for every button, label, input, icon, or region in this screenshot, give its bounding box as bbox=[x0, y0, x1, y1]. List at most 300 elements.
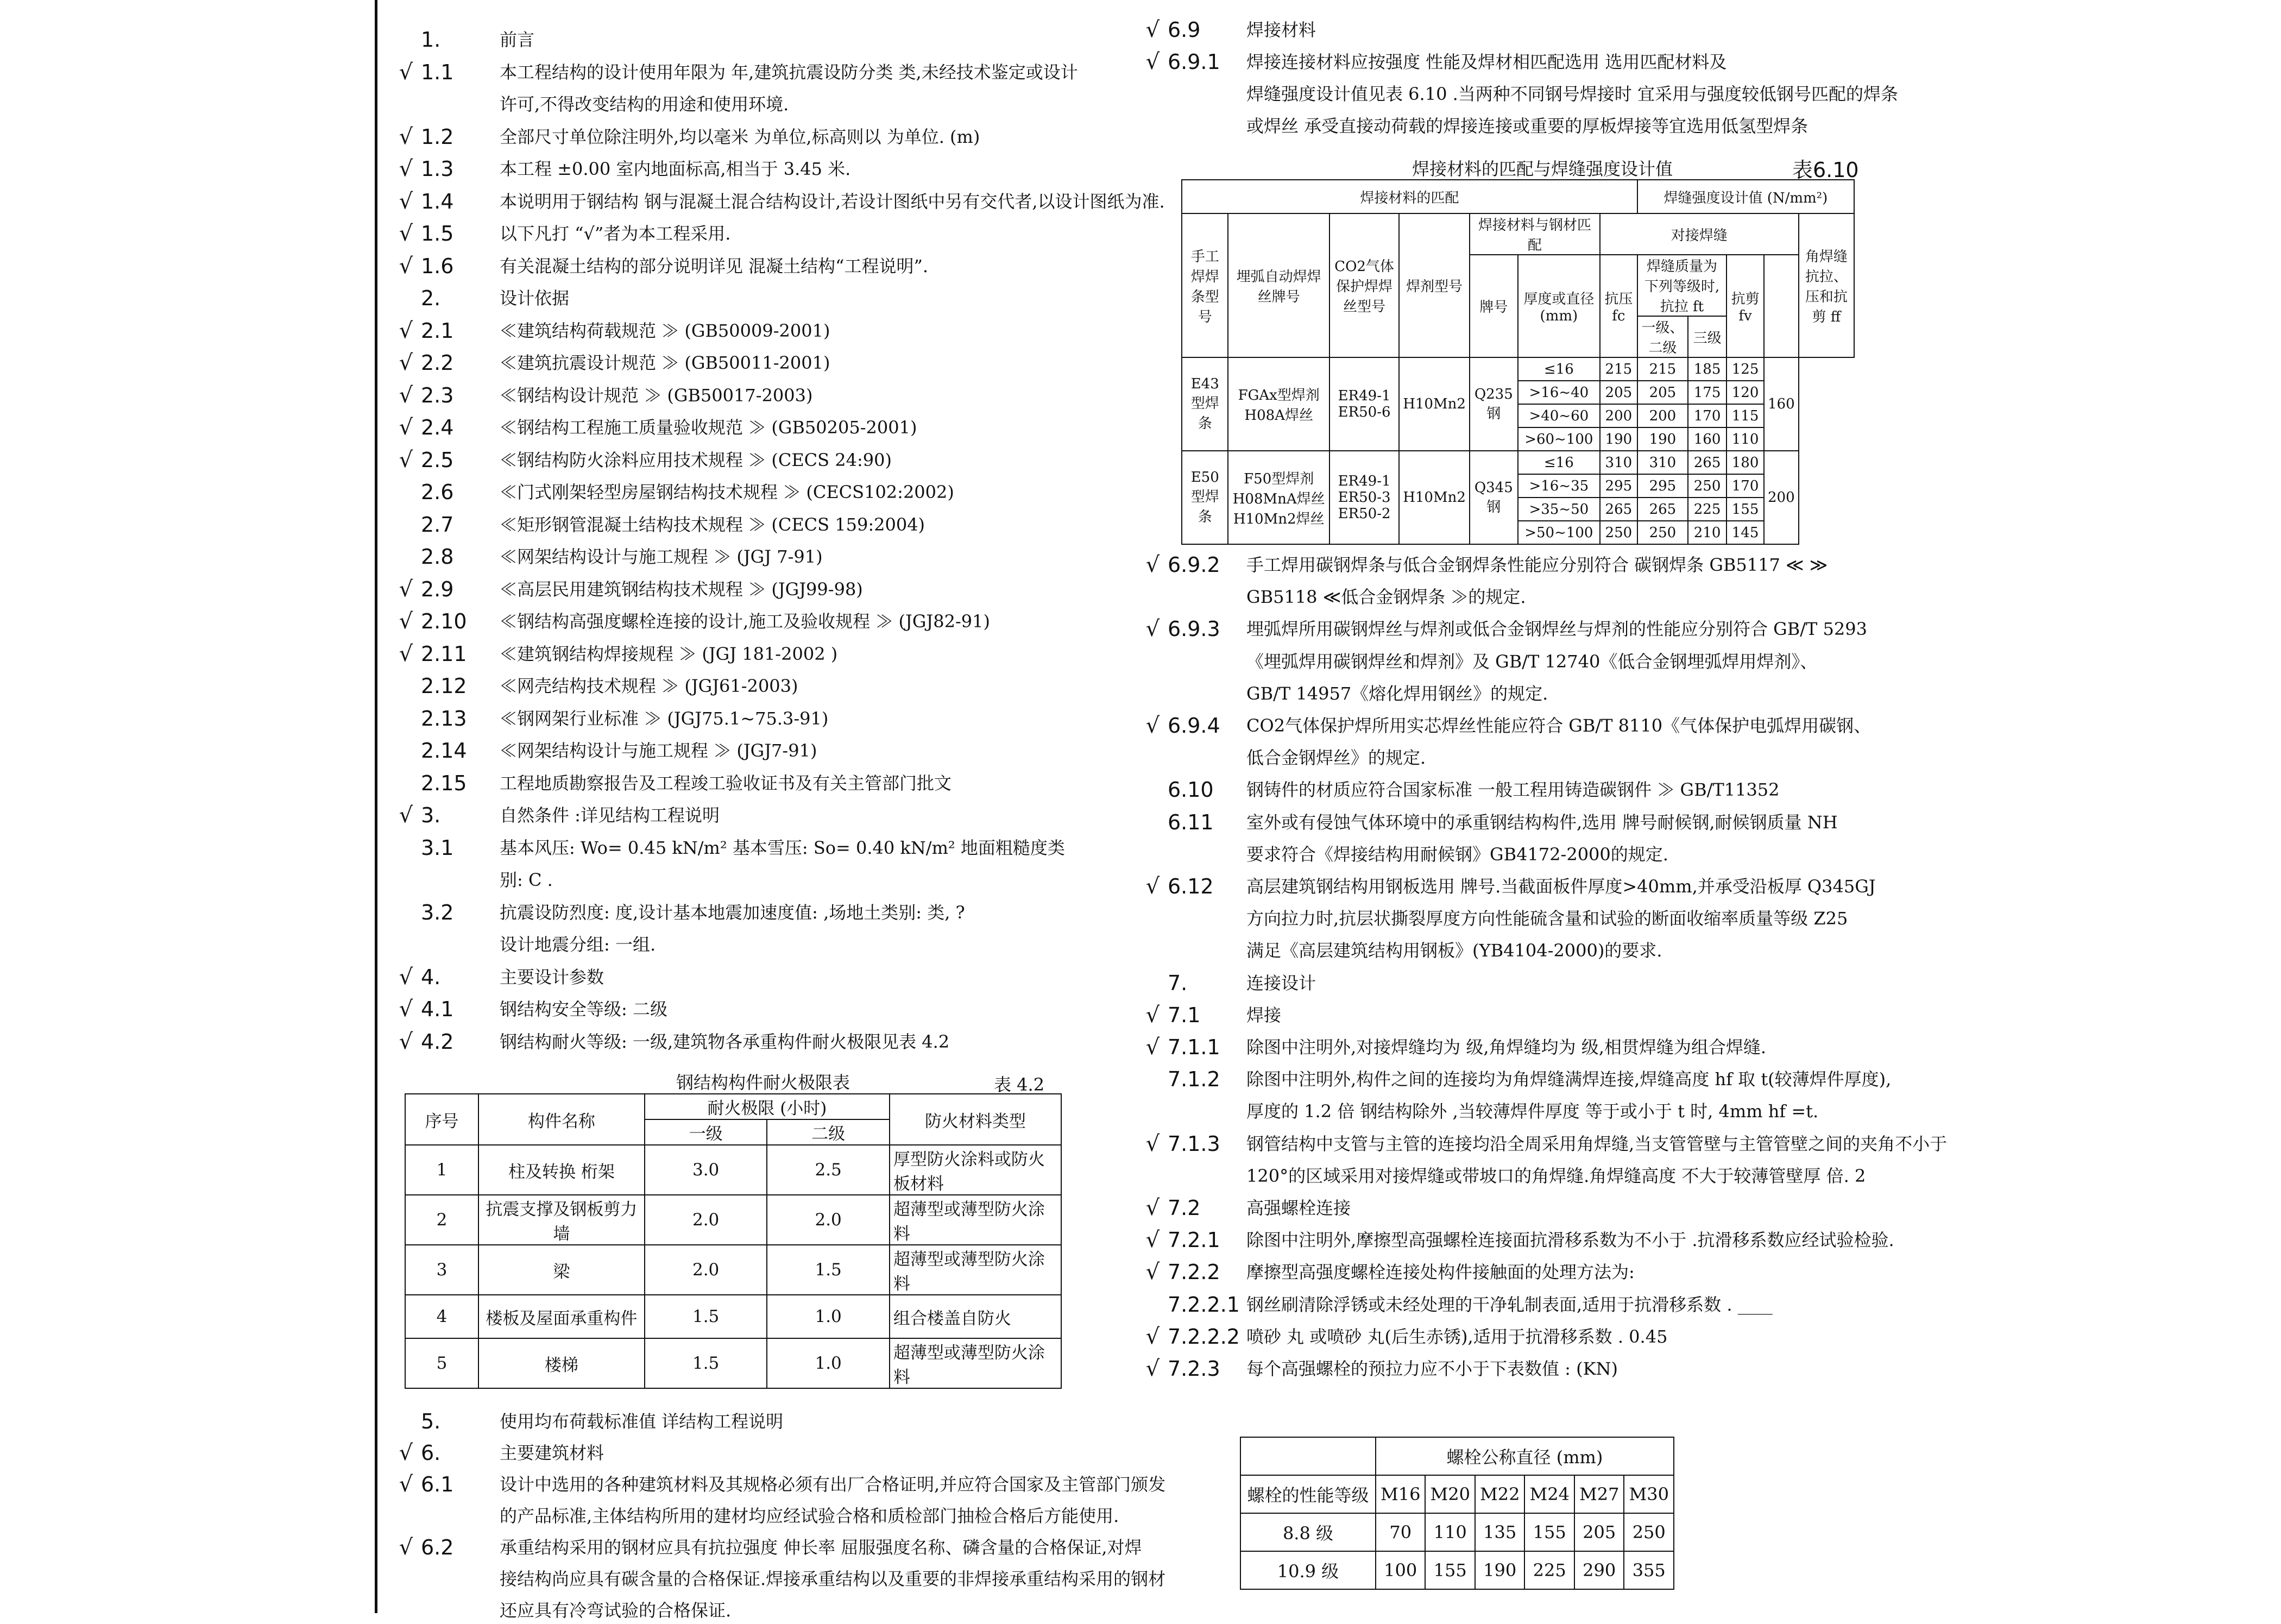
cell-g1: 2.0 bbox=[645, 1195, 767, 1245]
clause-row bbox=[1140, 1002, 1738, 1029]
cell-name: 抗震支撑及钢板剪力墙 bbox=[478, 1195, 645, 1245]
clause-text: 要求符合《焊接结构用耐候钢》GB4172-2000的规定. bbox=[1246, 844, 1668, 865]
clause-row bbox=[394, 802, 991, 829]
clause-row bbox=[394, 737, 991, 764]
clause-row bbox=[394, 1028, 991, 1055]
clause-number: 3. bbox=[421, 803, 441, 827]
clause-text: 本工程结构的设计使用年限为 年,建筑抗震设防分类 类,未经技术鉴定或设计 bbox=[500, 61, 1078, 83]
th-no: 序号 bbox=[405, 1094, 478, 1145]
cell-fv: 145 bbox=[1726, 521, 1764, 544]
clause-number: 6. bbox=[421, 1441, 441, 1465]
bolt-th-diam: 螺栓公称直径 (mm) bbox=[1376, 1437, 1674, 1475]
weld-th-fc: 抗压 fc bbox=[1600, 255, 1637, 357]
table-row bbox=[405, 1145, 1061, 1195]
clause-text: ≪建筑钢结构焊接规程 ≫ (JGJ 181-2002 ) bbox=[500, 643, 838, 664]
clause-row bbox=[394, 91, 991, 118]
clause-row bbox=[394, 608, 991, 635]
clause-number: 2.8 bbox=[421, 545, 454, 569]
checkmark: √ bbox=[399, 382, 413, 408]
cell-sub: FGAx型焊剂 H08A焊丝 bbox=[1228, 357, 1329, 451]
clause-text: ≪网架结构设计与施工规程 ≫ (JGJ7-91) bbox=[500, 740, 817, 761]
clause-text: GB5118 ≪低合金钢焊条 ≫的规定. bbox=[1246, 587, 1526, 608]
table-row bbox=[1182, 451, 1854, 474]
checkmark: √ bbox=[399, 803, 413, 828]
clause-row bbox=[394, 996, 991, 1023]
clause-row bbox=[1140, 1291, 1773, 1318]
clause-text: ≪门式刚架轻型房屋钢结构技术规程 ≫ (CECS102:2002) bbox=[500, 482, 954, 502]
clause-number: 6.1 bbox=[421, 1472, 454, 1496]
clause-text: 焊接连接材料应按强度 性能及焊材相匹配选用 选用匹配材料及 bbox=[1246, 52, 1727, 72]
clause-text: 使用均布荷载标准值 详结构工程说明 bbox=[500, 1411, 784, 1432]
clause-text: GB/T 14957《熔化焊用钢丝》的规定. bbox=[1246, 683, 1548, 704]
clause-number: 2.2 bbox=[421, 351, 454, 375]
weld-th-co2: CO2气体保护焊焊丝型号 bbox=[1329, 213, 1399, 357]
bolt-size-header: M16 bbox=[1376, 1475, 1426, 1513]
th-name: 构件名称 bbox=[478, 1094, 645, 1145]
bolt-pretension-table bbox=[1240, 1437, 1674, 1590]
clause-row bbox=[1140, 809, 1838, 836]
clause-text: 抗震设防烈度: 度,设计基本地震加速度值: ,场地土类别: 类, ? bbox=[500, 902, 965, 923]
clause-row bbox=[1140, 1194, 1738, 1222]
clause-row bbox=[394, 123, 991, 150]
cell-t: >16~40 bbox=[1518, 381, 1600, 404]
clause-row bbox=[1140, 1226, 1894, 1254]
checkmark: √ bbox=[399, 641, 413, 666]
clause-row bbox=[1140, 970, 1738, 997]
clause-row bbox=[1140, 1323, 1738, 1350]
clause-number: 2.6 bbox=[421, 480, 454, 504]
clause-number: 6.9 bbox=[1168, 18, 1201, 42]
clause-number: 1.3 bbox=[421, 157, 454, 181]
cell-no: 1 bbox=[405, 1145, 478, 1195]
clause-text: 本工程 ±0.00 室内地面标高,相当于 3.45 米. bbox=[500, 159, 851, 179]
cell-name: 梁 bbox=[478, 1245, 645, 1295]
clause-number: 2.5 bbox=[421, 448, 454, 472]
clause-text: 工程地质勘察报告及工程竣工验收证书及有关主管部门批文 bbox=[500, 772, 952, 794]
cell-flux: H10Mn2 bbox=[1399, 357, 1470, 451]
clause-row bbox=[394, 543, 991, 570]
clause-number: 4. bbox=[421, 965, 441, 989]
weld-material-table bbox=[1181, 179, 1855, 545]
clause-number: 7.1.3 bbox=[1168, 1131, 1220, 1156]
cell-g1: 1.5 bbox=[645, 1338, 767, 1388]
cell-no: 2 bbox=[405, 1195, 478, 1245]
clause-row bbox=[1140, 80, 1898, 108]
checkmark: √ bbox=[399, 188, 413, 214]
clause-text: 主要设计参数 bbox=[500, 966, 604, 987]
clause-text: 厚度的 1.2 倍 钢结构除外 ,当较薄焊件厚度 等于或小于 t 时, 4mm hf =t. bbox=[1246, 1101, 1819, 1122]
weld-th-12: 一级、二级 bbox=[1637, 316, 1688, 357]
cell-g2: 2.0 bbox=[767, 1195, 889, 1245]
clause-row bbox=[1140, 583, 1738, 610]
bolt-grade: 8.8 级 bbox=[1240, 1513, 1376, 1551]
clause-text: 接结构尚应具有碳含量的合格保证.焊接承重结构以及重要的非焊接承重结构采用的钢材 bbox=[500, 1569, 1166, 1589]
clause-text: 钢管结构中支管与主管的连接均沿全周采用角焊缝,当支管管壁与主管管壁之间的夹角不小于 bbox=[1246, 1133, 1948, 1154]
clause-text: 钢结构安全等级: 二级 bbox=[500, 999, 667, 1019]
fire-table-title: 钢结构构件耐火极限表 bbox=[676, 1072, 850, 1093]
clause-number: 2.3 bbox=[421, 383, 454, 407]
clause-number: 7.2.2 bbox=[1168, 1260, 1220, 1285]
cell-fc: 190 bbox=[1600, 427, 1637, 451]
bolt-size-header: M30 bbox=[1624, 1475, 1674, 1513]
clause-text: 设计依据 bbox=[500, 288, 570, 309]
weld-th-fillet: 角焊缝 抗拉、压和抗剪 ff bbox=[1799, 213, 1854, 357]
checkmark: √ bbox=[399, 59, 413, 85]
clause-text: 以下凡打 “√”者为本工程采用. bbox=[500, 223, 731, 244]
checkmark: √ bbox=[1145, 616, 1160, 642]
cell-no: 4 bbox=[405, 1295, 478, 1338]
cell-no: 5 bbox=[405, 1338, 478, 1388]
clause-number: 6.9.1 bbox=[1168, 50, 1220, 74]
cell-f12: 250 bbox=[1637, 521, 1688, 544]
checkmark: √ bbox=[399, 964, 413, 990]
clause-number: 5. bbox=[421, 1409, 441, 1433]
table-row bbox=[405, 1245, 1061, 1295]
cell-t: >16~35 bbox=[1518, 474, 1600, 498]
clause-number: 7.2.3 bbox=[1168, 1357, 1220, 1381]
bolt-value: 290 bbox=[1574, 1551, 1624, 1589]
clause-number: 6.10 bbox=[1168, 778, 1214, 802]
clause-row bbox=[1140, 551, 1828, 578]
cell-type: 厚型防火涂料或防火板材料 bbox=[890, 1145, 1061, 1195]
clause-text: ≪建筑结构荷载规范 ≫ (GB50009-2001) bbox=[500, 320, 830, 341]
clause-row bbox=[394, 155, 991, 182]
checkmark: √ bbox=[1145, 49, 1160, 74]
cell-no: 3 bbox=[405, 1245, 478, 1295]
clause-row bbox=[1140, 16, 1738, 43]
cell-type: 组合楼盖自防火 bbox=[890, 1295, 1061, 1338]
clause-text: 或焊丝 承受直接动荷载的焊接连接或重要的厚板焊接等宜选用低氢型焊条 bbox=[1246, 116, 1809, 136]
clause-row bbox=[394, 1408, 991, 1435]
cell-fc: 295 bbox=[1600, 474, 1637, 498]
checkmark: √ bbox=[1145, 1324, 1160, 1349]
clause-text: 基本风压: Wo= 0.45 kN/m² 基本雪压: So= 0.40 kN/m² 地面粗糙度类 bbox=[500, 837, 1065, 858]
checkmark: √ bbox=[399, 318, 413, 343]
weld-th-steel: 焊接材料与钢材匹配 bbox=[1470, 213, 1600, 255]
cell-sub: F50型焊剂 H08MnA焊丝 H10Mn2焊丝 bbox=[1228, 451, 1329, 544]
clause-number: 2.15 bbox=[421, 771, 467, 795]
clause-row bbox=[1140, 1355, 1738, 1382]
cell-t: ≤16 bbox=[1518, 357, 1600, 381]
cell-fv: 155 bbox=[1726, 498, 1764, 521]
clause-number: 2.7 bbox=[421, 512, 454, 537]
clause-row bbox=[1140, 615, 1867, 643]
weld-th-grade: 牌号 bbox=[1470, 255, 1518, 357]
checkmark: √ bbox=[399, 350, 413, 375]
checkmark: √ bbox=[399, 609, 413, 634]
clause-row bbox=[1140, 680, 1738, 707]
cell-g2: 1.0 bbox=[767, 1295, 889, 1338]
clause-row bbox=[394, 834, 1065, 861]
bolt-th-grade: 螺栓的性能等级 bbox=[1240, 1475, 1376, 1513]
checkmark: √ bbox=[1145, 1131, 1160, 1156]
checkmark: √ bbox=[399, 576, 413, 602]
checkmark: √ bbox=[399, 253, 413, 279]
clause-row bbox=[1140, 1258, 1738, 1286]
clause-text: 低合金钢焊丝》的规定. bbox=[1246, 747, 1426, 769]
weld-th-match: 焊接材料的匹配 bbox=[1182, 180, 1637, 213]
clause-text: 别: C . bbox=[500, 870, 553, 890]
weld-th-manual: 手工焊焊条型号 bbox=[1182, 213, 1228, 357]
clause-number: 6.9.4 bbox=[1168, 714, 1220, 738]
checkmark: √ bbox=[399, 1029, 413, 1054]
clause-row bbox=[394, 1471, 1166, 1498]
cell-g1: 2.0 bbox=[645, 1245, 767, 1295]
bolt-value: 225 bbox=[1524, 1551, 1574, 1589]
clause-row bbox=[1140, 1162, 1866, 1189]
table-row bbox=[405, 1195, 1061, 1245]
clause-row bbox=[394, 511, 991, 538]
clause-text: 满足《高层建筑结构用钢板》(YB4104-2000)的要求. bbox=[1246, 940, 1662, 961]
bolt-value: 355 bbox=[1624, 1551, 1674, 1589]
clause-row bbox=[394, 414, 991, 441]
clause-row bbox=[394, 26, 991, 53]
bolt-value: 155 bbox=[1425, 1551, 1475, 1589]
bolt-size-header: M20 bbox=[1425, 1475, 1475, 1513]
cell-f3: 210 bbox=[1688, 521, 1726, 544]
clause-number: 1.6 bbox=[421, 254, 454, 278]
clause-text: 设计中选用的各种建筑材料及其规格必须有出厂合格证明,并应符合国家及主管部门颁发 bbox=[500, 1474, 1166, 1495]
clause-row bbox=[1140, 905, 1848, 932]
cell-steel: Q345钢 bbox=[1470, 451, 1518, 544]
clause-text: 钢丝刷清除浮锈或未经处理的干净轧制表面,适用于抗滑移系数 . ____ bbox=[1246, 1294, 1773, 1315]
cell-g1: 3.0 bbox=[645, 1145, 767, 1195]
clause-text: 焊接 bbox=[1246, 1004, 1282, 1025]
clause-row bbox=[394, 899, 991, 926]
checkmark: √ bbox=[399, 1472, 413, 1497]
bolt-size-header: M27 bbox=[1574, 1475, 1624, 1513]
cell-fv: 125 bbox=[1726, 357, 1764, 381]
checkmark: √ bbox=[1145, 1356, 1160, 1381]
cell-fc: 250 bbox=[1600, 521, 1637, 544]
clause-text: ≪钢网架行业标准 ≫ (JGJ75.1~75.3-91) bbox=[500, 708, 829, 729]
clause-text: 主要建筑材料 bbox=[500, 1443, 604, 1463]
clause-text: CO2气体保护焊所用实芯焊丝性能应符合 GB/T 8110《气体保护电弧焊用碳钢、 bbox=[1246, 715, 1872, 736]
clause-text: 每个高强螺栓的预拉力应不小于下表数值 : (KN) bbox=[1246, 1358, 1618, 1379]
clause-text: 本说明用于钢结构 钢与混凝土混合结构设计,若设计图纸中另有交代者,以设计图纸为准. bbox=[500, 191, 1165, 212]
clause-number: 1.2 bbox=[421, 124, 454, 149]
clause-text: 自然条件 :详见结构工程说明 bbox=[500, 805, 720, 826]
cell-type: 超薄型或薄型防火涂料 bbox=[890, 1338, 1061, 1388]
table-row bbox=[1240, 1513, 1674, 1551]
clause-number: 7. bbox=[1168, 971, 1188, 995]
cell-name: 楼梯 bbox=[478, 1338, 645, 1388]
checkmark: √ bbox=[1145, 1195, 1160, 1220]
clause-number: 1.5 bbox=[421, 222, 454, 246]
clause-number: 6.2 bbox=[421, 1535, 454, 1559]
weld-th-3: 三级 bbox=[1688, 316, 1726, 357]
cell-f12: 205 bbox=[1637, 381, 1688, 404]
checkmark: √ bbox=[399, 1440, 413, 1465]
clause-row bbox=[394, 59, 1078, 86]
clause-row bbox=[394, 253, 991, 280]
clause-text: ≪矩形钢管混凝土结构技术规程 ≫ (CECS 159:2004) bbox=[500, 514, 925, 535]
clause-text: ≪网壳结构技术规程 ≫ (JGJ61-2003) bbox=[500, 676, 798, 696]
clause-text: ≪钢结构工程施工质量验收规范 ≫ (GB50205-2001) bbox=[500, 417, 917, 438]
cell-fc: 310 bbox=[1600, 451, 1637, 474]
clause-number: 2.9 bbox=[421, 577, 454, 601]
clause-text: 室外或有侵蚀气体环境中的承重钢结构构件,选用 牌号耐候钢,耐候钢质量 NH bbox=[1246, 811, 1838, 833]
clause-row bbox=[394, 1534, 1142, 1561]
clause-row bbox=[1140, 1130, 1948, 1157]
clause-number: 3.1 bbox=[421, 835, 454, 860]
checkmark: √ bbox=[399, 221, 413, 246]
cell-g2: 2.5 bbox=[767, 1145, 889, 1195]
checkmark: √ bbox=[1145, 552, 1160, 577]
clause-number: 3.2 bbox=[421, 900, 454, 924]
table-row bbox=[1182, 357, 1854, 381]
clause-text: 除图中注明外,构件之间的连接均为角焊缝满焊连接,焊缝高度 hf 取 t(较薄焊件厚度), bbox=[1246, 1069, 1892, 1090]
bolt-value: 135 bbox=[1475, 1513, 1525, 1551]
cell-f12: 200 bbox=[1637, 404, 1688, 427]
bolt-value: 190 bbox=[1475, 1551, 1525, 1589]
clause-row bbox=[1140, 648, 1818, 675]
clause-text: 高层建筑钢结构用钢板选用 牌号.当截面板件厚度>40mm,并承受沿板厚 Q345GJ bbox=[1246, 876, 1876, 897]
clause-row bbox=[1140, 712, 1872, 739]
cell-f12: 215 bbox=[1637, 357, 1688, 381]
clause-number: 7.2.2.1 bbox=[1168, 1292, 1240, 1317]
clause-number: 1. bbox=[421, 28, 441, 52]
cell-f12: 190 bbox=[1637, 427, 1688, 451]
clause-row bbox=[394, 705, 991, 732]
cell-manual: E50型焊条 bbox=[1182, 451, 1228, 544]
clause-text: 焊接材料 bbox=[1246, 20, 1316, 40]
clause-text: 前言 bbox=[500, 29, 535, 50]
bolt-value: 250 bbox=[1624, 1513, 1674, 1551]
th-grade1: 一级 bbox=[645, 1119, 767, 1145]
clause-number: 2.14 bbox=[421, 739, 467, 763]
cell-ff: 160 bbox=[1764, 357, 1799, 451]
cell-f3: 175 bbox=[1688, 381, 1726, 404]
cell-ff: 200 bbox=[1764, 451, 1799, 544]
clause-row bbox=[394, 672, 991, 700]
cell-fc: 215 bbox=[1600, 357, 1637, 381]
clause-row bbox=[1140, 1034, 1767, 1061]
cell-g1: 1.5 bbox=[645, 1295, 767, 1338]
clause-text: 承重结构采用的钢材应具有抗拉强度 伸长率 屈服强度名称、磷含量的合格保证,对焊 bbox=[500, 1537, 1142, 1558]
cell-f3: 225 bbox=[1688, 498, 1726, 521]
clause-row bbox=[394, 479, 991, 506]
clause-row bbox=[394, 188, 1165, 215]
clause-text: 除图中注明外,对接焊缝均为 级,角焊缝均为 级,相贯焊缝为组合焊缝. bbox=[1246, 1037, 1767, 1058]
clause-row bbox=[394, 1597, 991, 1624]
clause-number: 6.11 bbox=[1168, 810, 1214, 834]
clause-text: 钢铸件的材质应符合国家标准 一般工程用铸造碳钢件 ≫ GB/T11352 bbox=[1246, 779, 1780, 801]
clause-row bbox=[1140, 1066, 1892, 1093]
clause-text: 设计地震分组: 一组. bbox=[500, 934, 656, 955]
clause-row bbox=[394, 1502, 1119, 1529]
clause-number: 7.1 bbox=[1168, 1003, 1201, 1027]
cell-f3: 170 bbox=[1688, 404, 1726, 427]
weld-table-title: 焊接材料的匹配与焊缝强度设计值 bbox=[1412, 159, 1673, 179]
checkmark: √ bbox=[1145, 874, 1160, 899]
checkmark: √ bbox=[1145, 17, 1160, 42]
clause-number: 2.13 bbox=[421, 706, 467, 731]
clause-row bbox=[1140, 744, 1738, 771]
clause-number: 6.9.2 bbox=[1168, 553, 1220, 577]
cell-flux: H10Mn2 bbox=[1399, 451, 1470, 544]
cell-f3: 160 bbox=[1688, 427, 1726, 451]
table-row bbox=[405, 1295, 1061, 1338]
cell-fv: 180 bbox=[1726, 451, 1764, 474]
checkmark: √ bbox=[399, 997, 413, 1022]
bolt-grade: 10.9 级 bbox=[1240, 1551, 1376, 1589]
clause-row bbox=[1140, 873, 1876, 900]
cell-g2: 1.5 bbox=[767, 1245, 889, 1295]
th-limit: 耐火极限 (小时) bbox=[645, 1094, 890, 1119]
clause-text: ≪网架结构设计与施工规程 ≫ (JGJ 7-91) bbox=[500, 546, 823, 567]
clause-text: ≪钢结构高强度螺栓连接的设计,施工及验收规程 ≫ (JGJ82-91) bbox=[500, 611, 990, 632]
table-row bbox=[405, 1338, 1061, 1388]
clause-number: 7.1.1 bbox=[1168, 1035, 1220, 1059]
clause-text: ≪钢结构防火涂料应用技术规程 ≫ (CECS 24:90) bbox=[500, 449, 892, 470]
clause-row bbox=[394, 931, 991, 958]
checkmark: √ bbox=[399, 1535, 413, 1560]
clause-number: 7.1.2 bbox=[1168, 1067, 1220, 1092]
cell-name: 柱及转换 桁架 bbox=[478, 1145, 645, 1195]
checkmark: √ bbox=[1145, 1228, 1160, 1253]
th-grade2: 二级 bbox=[767, 1119, 889, 1145]
bolt-size-header: M22 bbox=[1475, 1475, 1525, 1513]
clause-number: 7.2 bbox=[1168, 1196, 1201, 1220]
checkmark: √ bbox=[399, 447, 413, 473]
clause-number: 2.10 bbox=[421, 609, 467, 633]
clause-text: ≪钢结构设计规范 ≫ (GB50017-2003) bbox=[500, 385, 813, 406]
clause-row bbox=[1140, 112, 1809, 140]
cell-co2: ER49-1 ER50-3 ER50-2 bbox=[1329, 451, 1399, 544]
clause-row bbox=[394, 382, 991, 409]
cell-t: >50~100 bbox=[1518, 521, 1600, 544]
checkmark: √ bbox=[399, 156, 413, 181]
clause-row bbox=[394, 964, 991, 991]
weld-th-strength: 焊缝强度设计值 (N/mm²) bbox=[1637, 180, 1854, 213]
cell-fv: 115 bbox=[1726, 404, 1764, 427]
fire-resistance-table bbox=[405, 1093, 1062, 1389]
clause-text: 120°的区域采用对接焊缝或带坡口的角焊缝.角焊缝高度 不大于较薄管壁厚 倍. 2 bbox=[1246, 1165, 1866, 1186]
clause-text: 高强螺栓连接 bbox=[1246, 1198, 1351, 1218]
clause-text: 方向拉力时,抗层状撕裂厚度方向性能硫含量和试验的断面收缩率质量等级 Z25 bbox=[1246, 908, 1848, 929]
checkmark: √ bbox=[399, 124, 413, 149]
clause-text: ≪高层民用建筑钢结构技术规程 ≫ (JGJ99-98) bbox=[500, 578, 863, 600]
cell-f12: 295 bbox=[1637, 474, 1688, 498]
bolt-size-header: M24 bbox=[1524, 1475, 1574, 1513]
clause-text: 许可,不得改变结构的用途和使用环境. bbox=[500, 94, 789, 115]
clause-row bbox=[1140, 776, 1780, 803]
clause-row bbox=[394, 285, 991, 312]
table-row bbox=[1240, 1551, 1674, 1589]
clause-text: 《埋弧焊用碳钢焊丝和焊剂》及 GB/T 12740《低合金钢埋弧焊用焊剂》、 bbox=[1246, 651, 1818, 672]
clause-text: 喷砂 丸 或喷砂 丸(后生赤锈),适用于抗滑移系数 . 0.45 bbox=[1246, 1326, 1668, 1347]
cell-f3: 250 bbox=[1688, 474, 1726, 498]
clause-number: 2. bbox=[421, 286, 441, 310]
checkmark: √ bbox=[1145, 1002, 1160, 1028]
weld-th-fv: 抗剪 fv bbox=[1726, 255, 1764, 357]
clause-text: 手工焊用碳钢焊条与低合金钢焊条性能应分别符合 碳钢焊条 GB5117 ≪ ≫ bbox=[1246, 555, 1828, 575]
cell-fv: 120 bbox=[1726, 381, 1764, 404]
checkmark: √ bbox=[1145, 713, 1160, 738]
clause-number: 2.12 bbox=[421, 674, 467, 698]
clause-text: 钢结构耐火等级: 一级,建筑物各承重构件耐火极限见表 4.2 bbox=[500, 1031, 950, 1052]
clause-row bbox=[394, 770, 991, 797]
cell-fc: 205 bbox=[1600, 381, 1637, 404]
clause-row bbox=[1140, 841, 1738, 868]
clause-row bbox=[394, 220, 991, 247]
weld-th-ft: 焊缝质量为下列等级时,抗拉 ft bbox=[1637, 255, 1726, 316]
clause-row bbox=[1140, 48, 1738, 75]
bolt-value: 110 bbox=[1425, 1513, 1475, 1551]
th-type: 防火材料类型 bbox=[890, 1094, 1061, 1145]
clause-number: 1.4 bbox=[421, 189, 454, 213]
